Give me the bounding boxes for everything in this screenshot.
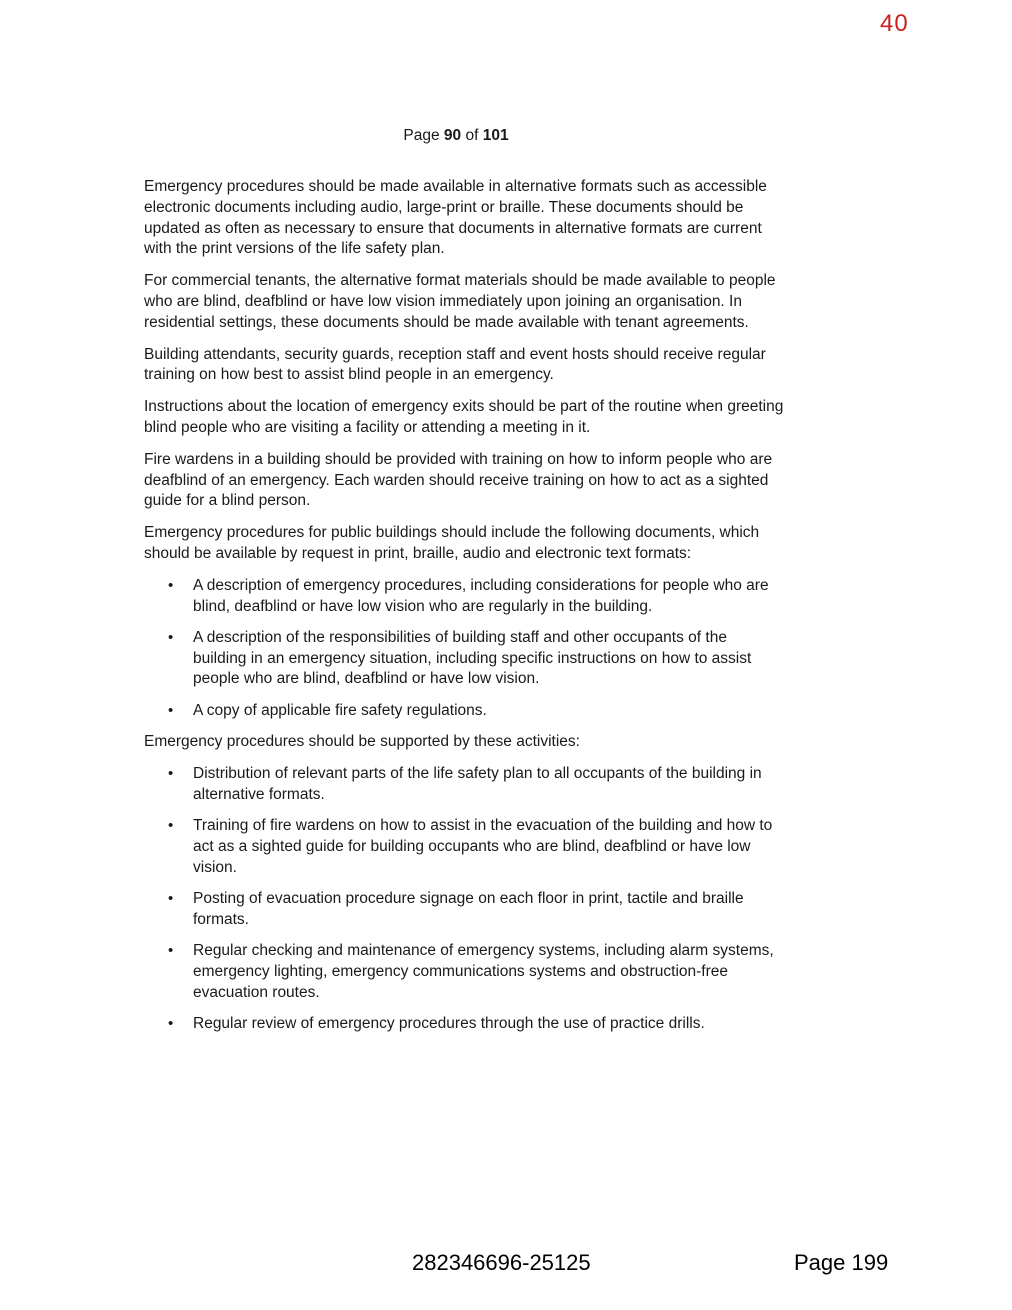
page-counter-total: 101 [482, 127, 509, 144]
list-item-text: A description of emergency procedures, including considerations for people who are blind, deafblind or have low vision who are regularly in the building. [193, 576, 769, 615]
bullet-icon: • [168, 701, 174, 719]
list-item [144, 889, 784, 931]
activities-list [144, 764, 784, 1035]
documents-list [144, 576, 784, 722]
bullet-icon: • [168, 576, 174, 594]
paragraph: For commercial tenants, the alternative format materials should be made available to people who are blind, deafblind or have low vision immediately upon joining an organisation. In residential settings, these documents should be made available with tenant agreements. [144, 272, 776, 331]
bullet-icon: • [168, 628, 174, 646]
list-item-text: Regular checking and maintenance of emergency systems, including alarm systems, emergency lighting, emergency communications systems and obstruction-free evacuation routes. [193, 941, 774, 1001]
paragraph: Fire wardens in a building should be provided with training on how to inform people who are deafblind of an emergency. Each warden should receive training on how to act as a sighted guide for a blind person. [144, 450, 773, 510]
list-item-text: Posting of evacuation procedure signage on each floor in print, tactile and braille formats. [193, 889, 744, 928]
list-item [144, 764, 784, 806]
list-item-text: Distribution of relevant parts of the life safety plan to all occupants of the building in alternative formats. [193, 764, 762, 803]
list-item [144, 701, 784, 722]
paragraph: Emergency procedures should be made available in alternative formats such as accessible electronic documents including audio, large-print or braille. These documents should be updated as often as necessary to ensure that documents in alternative formats are current with the print versions of the life safety plan. [144, 178, 767, 258]
bullet-icon: • [168, 1014, 174, 1032]
list-item-text: A description of the responsibilities of building staff and other occupants of the building in an emergency situation, including specific instructions on how to assist people who are blind, deafblind or have low vision. [193, 628, 752, 688]
list-item [144, 1014, 784, 1035]
list-item [144, 941, 784, 1003]
page-counter [0, 127, 912, 145]
list-item-text: Regular review of emergency procedures through the use of practice drills. [193, 1014, 705, 1032]
paragraph: Building attendants, security guards, reception staff and event hosts should receive regular training on how best to assist blind people in an emergency. [144, 345, 766, 384]
bullet-icon: • [168, 941, 174, 959]
footer-document-id: 282346696-25125 [412, 1250, 591, 1275]
list-item-text: A copy of applicable fire safety regulations. [193, 701, 487, 719]
list-item [144, 628, 784, 690]
list-item [144, 576, 784, 618]
page-counter-current: 90 [443, 127, 462, 144]
list-item-text: Training of fire wardens on how to assist in the evacuation of the building and how to act as a sighted guide for building occupants who are blind, deafblind or have low vision. [193, 816, 773, 876]
activities-intro: Emergency procedures should be supported by these activities: [144, 733, 580, 751]
list-item [144, 816, 784, 878]
bullet-icon: • [168, 816, 174, 834]
page-counter-prefix: Page [403, 127, 440, 144]
page-stamp-number: 40 [880, 10, 909, 37]
bullet-icon: • [168, 889, 174, 907]
footer-page-number: Page 199 [794, 1250, 889, 1275]
paragraph: Instructions about the location of emergency exits should be part of the routine when greeting blind people who are visiting a facility or attending a meeting in it. [144, 398, 784, 436]
paragraph: Emergency procedures for public buildings should include the following documents, which should be available by request in print, braille, audio and electronic text formats: [144, 524, 760, 562]
bullet-icon: • [168, 764, 174, 782]
document-body [144, 177, 784, 1045]
page-counter-middle: of [465, 127, 479, 144]
